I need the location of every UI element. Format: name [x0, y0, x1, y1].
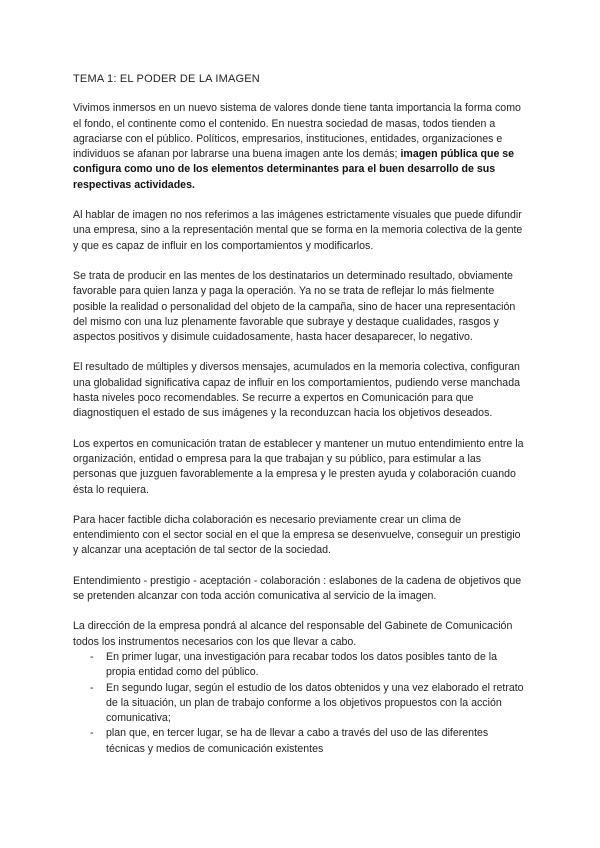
instruments-list	[73, 650, 525, 757]
list-item	[90, 681, 525, 727]
list-item	[90, 650, 525, 681]
paragraph-7: Entendimiento - prestigio - aceptación - colaboración : eslabones de la cadena de objetivos que se pretenden alcanzar con toda acción comunicativa al servicio de la imagen.	[73, 574, 522, 603]
paragraph-1	[73, 101, 525, 193]
paragraph-1-bold-text: imagen pública que se configura como uno de los elementos determinantes para el buen desarrollo de sus respectivas actividades.	[73, 148, 515, 191]
list-dash: -	[90, 727, 94, 740]
document-title: TEMA 1: EL PODER DE LA IMAGEN	[73, 73, 260, 85]
paragraph-5: Los expertos en comunicación tratan de establecer y mantener un mutuo entendimiento entre la organización, entidad o empresa para la que trabajan y su público, para estimular a las personas que juzguen favorablemente a la empresa y le presten ayuda y colaboración cuando ésta lo requiera.	[73, 437, 524, 496]
paragraph-4: El resultado de múltiples y diversos mensajes, acumulados en la memoria colectiva, configuran una globalidad significativa capaz de influir en los comportamientos, pudiendo verse manchada hasta niveles poco recomendables. Se recurre a expertos en Comunicación para que diagnostiquen el estado de sus imágenes y la reconduzcan hacia los objetivos deseados.	[73, 361, 520, 420]
paragraph-3: Se trata de producir en las mentes de los destinatarios un determinado resultado, obviamente favorable para quien lanza y paga la operación. Ya no se trata de reflejar lo más fielmente posible la realidad o personalidad del objeto de la campaña, sino de hacer una representación del mismo con una luz plenamente favorable que subraye y destaque cualidades, rasgos y aspectos positivos y disimule cuidadosamente, hasta hacer desaparecer, lo negativo.	[73, 269, 516, 344]
list-item-text: plan que, en tercer lugar, se ha de llevar a cabo a través del uso de las diferentes técnicas y medios de comunicación existentes	[106, 727, 489, 755]
document-page	[73, 72, 525, 757]
paragraph-6: Para hacer factible dicha colaboración es necesario previamente crear un clima de entendimiento con el sector social en el que la empresa se desenvuelve, conseguir un prestigio y alcanzar una aceptación de tal sector de la sociedad.	[73, 513, 521, 557]
paragraph-8: La dirección de la empresa pondrá al alcance del responsable del Gabinete de Comunicación todos los instrumentos necesarios con los que llevar a cabo.	[73, 620, 513, 648]
list-item-text: En segundo lugar, según el estudio de los datos obtenidos y una vez elaborado el retrato de la situación, un plan de trabajo conforme a los objetivos propuestos con la acción comunicativa;	[106, 681, 524, 725]
list-item-text: En primer lugar, una investigación para recabar todos los datos posibles tanto de la propia entidad como del público.	[106, 650, 498, 679]
list-item	[90, 726, 525, 757]
list-dash: -	[90, 650, 94, 663]
list-dash: -	[90, 681, 94, 694]
paragraph-1-text: Vivimos inmersos en un nuevo sistema de valores donde tiene tanta importancia la forma como el fondo, el continente como el contenido. En nuestra sociedad de masas, todos tienden a agraciarse con el público. Políticos, empresarios, instituciones, entidades, organizaciones e individuos se afanan por labrarse una buena imagen ante los demás;	[73, 102, 521, 161]
paragraph-2: Al hablar de imagen no nos referimos a las imágenes estrictamente visuales que puede difundir una empresa, sino a la representación mental que se forma en la memoria colectiva de la gente y que es capaz de influir en los comportamientos y modificarlos.	[73, 209, 523, 252]
